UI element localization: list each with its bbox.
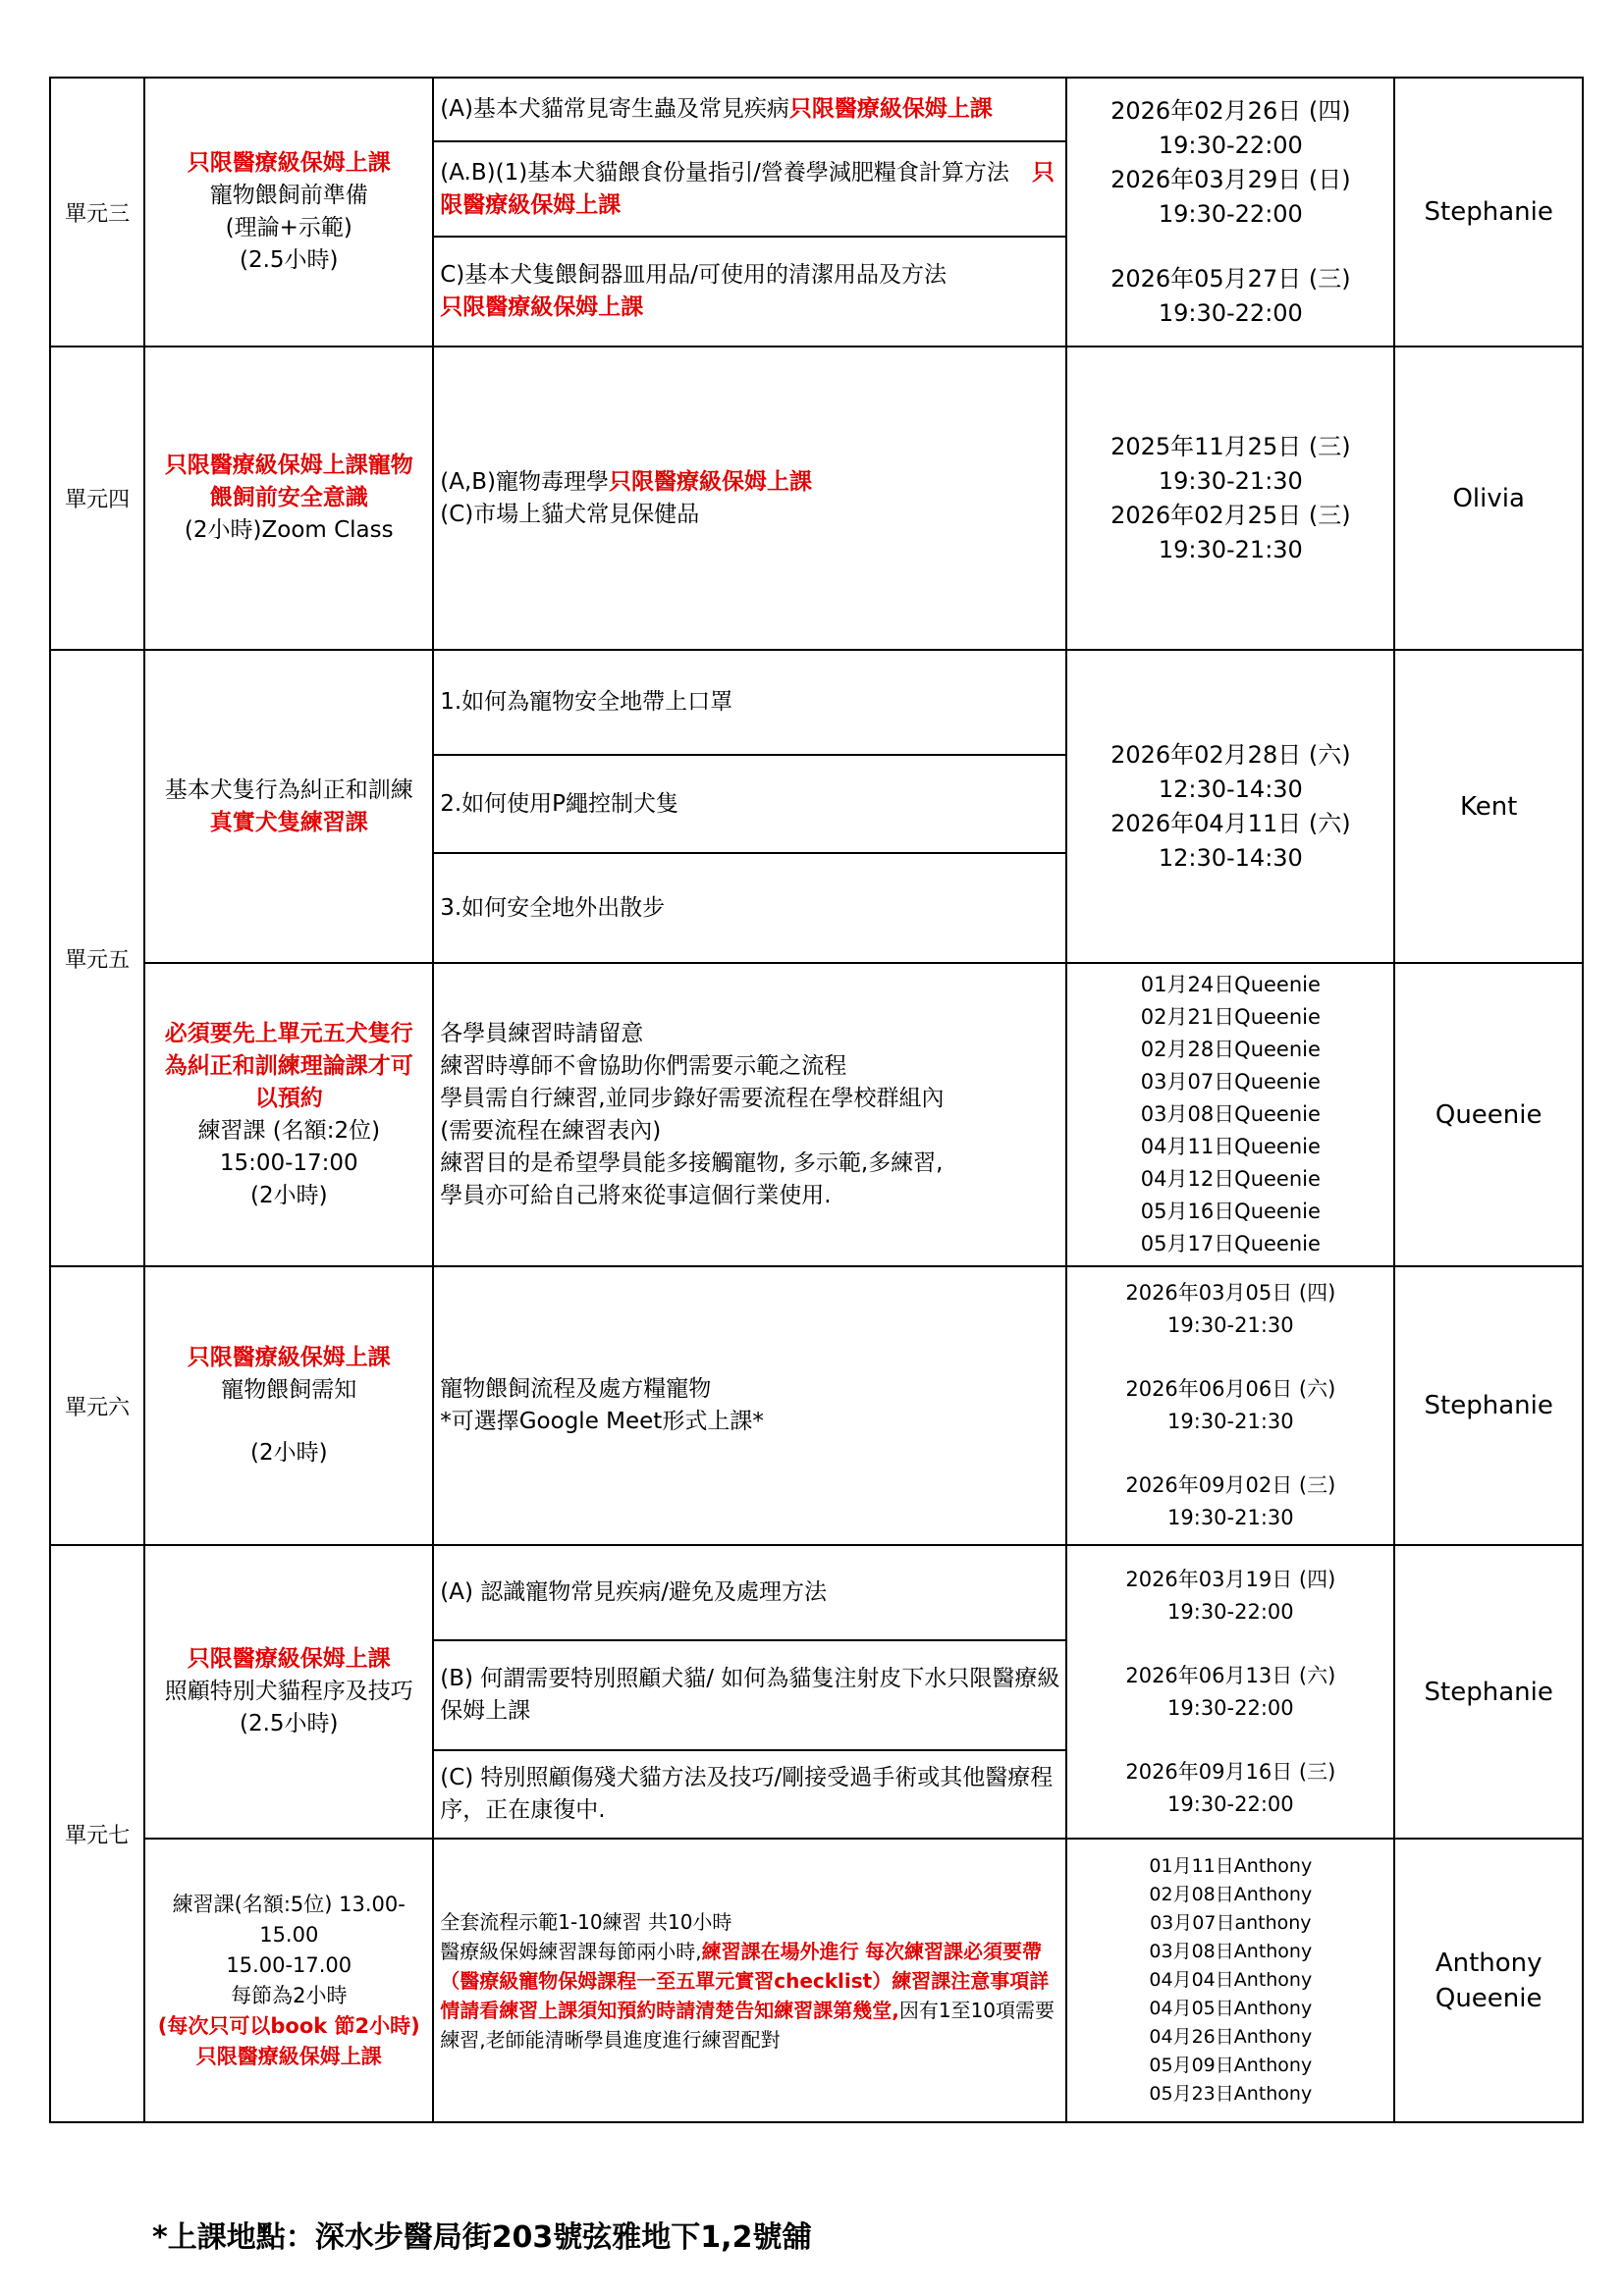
practice-dates: 01月11日Anthony 02月08日Anthony 03月07日anthony 03月08日Anthony 04月04日Anthony 04月05日Anthony 04月26日Anthony 05月09日Anthony 05月23日Anthony bbox=[1066, 1839, 1394, 2122]
class-dates: 2026年03月05日 (四) 19:30-21:30 2026年06月06日 (六) 19:30-21:30 2026年09月02日 (三) 19:30-21:30 bbox=[1066, 1266, 1394, 1545]
course-name: 練習課(名額:5位) 13.00-15.00 15.00-17.00 每節為2小時 (每次只可以book 節2小時) 只限醫療級保姆上課 bbox=[144, 1839, 433, 2122]
schedule-table bbox=[49, 77, 1584, 2123]
course-content: 全套流程示範1-10練習 共10小時 醫療級保姆練習課每節兩小時,練習課在場外進行 每次練習課必須要帶（醫療級寵物保姆課程一至五單元實習checklist）練習課注意事項詳情請看練習上課須知預約時請清楚告知練習課第幾堂,因有1至10項需要練習,老師能清晰學員進度進行練習配對 bbox=[433, 1839, 1066, 2122]
table-row bbox=[50, 1545, 1583, 1640]
table-row bbox=[50, 650, 1583, 755]
sub-topic: (A)基本犬貓常見寄生蟲及常見疾病只限醫療級保姆上課 bbox=[433, 78, 1066, 141]
unit-label: 單元七 bbox=[50, 1545, 144, 2122]
class-dates: 2026年02月28日 (六) 12:30-14:30 2026年04月11日 (六) 12:30-14:30 bbox=[1066, 650, 1394, 963]
sub-topic: C)基本犬隻餵飼器皿用品/可使用的清潔用品及方法 只限醫療級保姆上課 bbox=[433, 237, 1066, 347]
class-dates: 2026年02月26日 (四) 19:30-22:00 2026年03月29日 (日) 19:30-22:00 2026年05月27日 (三) 19:30-22:00 bbox=[1066, 78, 1394, 347]
practice-dates: 01月24日Queenie 02月21日Queenie 02月28日Queenie 03月07日Queenie 03月08日Queenie 04月11日Queenie 04月12日Queenie 05月16日Queenie 05月17日Queenie bbox=[1066, 963, 1394, 1266]
unit-label: 單元四 bbox=[50, 347, 144, 650]
teacher-name: Stephanie bbox=[1394, 1266, 1583, 1545]
course-name: 只限醫療級保姆上課寵物餵飼前安全意識 (2小時)Zoom Class bbox=[144, 347, 433, 650]
teacher-name: Stephanie bbox=[1394, 1545, 1583, 1839]
sub-topic: 1.如何為寵物安全地帶上口罩 bbox=[433, 650, 1066, 755]
table-row bbox=[50, 1266, 1583, 1545]
unit-label: 單元六 bbox=[50, 1266, 144, 1545]
class-dates: 2025年11月25日 (三) 19:30-21:30 2026年02月25日 (三) 19:30-21:30 bbox=[1066, 347, 1394, 650]
sub-topic: (A.B)(1)基本犬貓餵食份量指引/營養學減肥糧食計算方法 只限醫療級保姆上課 bbox=[433, 141, 1066, 237]
sub-topic: (A) 認識寵物常見疾病/避免及處理方法 bbox=[433, 1545, 1066, 1640]
course-content: 各學員練習時請留意 練習時導師不會協助你們需要示範之流程 學員需自行練習,並同步錄好需要流程在學校群組內 (需要流程在練習表內) 練習目的是希望學員能多接觸寵物, 多示範,多練習, 學員亦可給自己將來從事這個行業使用. bbox=[433, 963, 1066, 1266]
class-dates: 2026年03月19日 (四) 19:30-22:00 2026年06月13日 (六) 19:30-22:00 2026年09月16日 (三) 19:30-22:00 bbox=[1066, 1545, 1394, 1839]
teacher-name: Stephanie bbox=[1394, 78, 1583, 347]
course-content: (A,B)寵物毒理學只限醫療級保姆上課 (C)市場上貓犬常見保健品 bbox=[433, 347, 1066, 650]
table-row bbox=[50, 963, 1583, 1266]
location-note: *上課地點：深水步醫局街203號弦雅地下1,2號舖 bbox=[152, 2220, 812, 2255]
unit-label: 單元五 bbox=[50, 650, 144, 1266]
course-content: 寵物餵飼流程及處方糧寵物 *可選擇Google Meet形式上課* bbox=[433, 1266, 1066, 1545]
course-name: 基本犬隻行為糾正和訓練 真實犬隻練習課 bbox=[144, 650, 433, 963]
teacher-name: Kent bbox=[1394, 650, 1583, 963]
sub-topic: 2.如何使用P繩控制犬隻 bbox=[433, 755, 1066, 853]
sub-topic: 3.如何安全地外出散步 bbox=[433, 853, 1066, 963]
course-name: 必須要先上單元五犬隻行為糾正和訓練理論課才可以預約 練習課 (名額:2位) 15:00-17:00 (2小時) bbox=[144, 963, 433, 1266]
sub-topic: (B) 何謂需要特別照顧犬貓/ 如何為貓隻注射皮下水只限醫療級保姆上課 bbox=[433, 1640, 1066, 1750]
table-row bbox=[50, 1839, 1583, 2122]
teacher-name: Queenie bbox=[1394, 963, 1583, 1266]
course-name: 只限醫療級保姆上課 寵物餵飼前準備 (理論+示範) (2.5小時) bbox=[144, 78, 433, 347]
sub-topic: (C) 特別照顧傷殘犬貓方法及技巧/剛接受過手術或其他醫療程序，正在康復中. bbox=[433, 1750, 1066, 1839]
teacher-name: Anthony Queenie bbox=[1394, 1839, 1583, 2122]
course-name: 只限醫療級保姆上課 照顧特別犬貓程序及技巧 (2.5小時) bbox=[144, 1545, 433, 1839]
teacher-name: Olivia bbox=[1394, 347, 1583, 650]
table-row bbox=[50, 78, 1583, 141]
course-name: 只限醫療級保姆上課 寵物餵飼需知 (2小時) bbox=[144, 1266, 433, 1545]
unit-label: 單元三 bbox=[50, 78, 144, 347]
table-row bbox=[50, 347, 1583, 650]
